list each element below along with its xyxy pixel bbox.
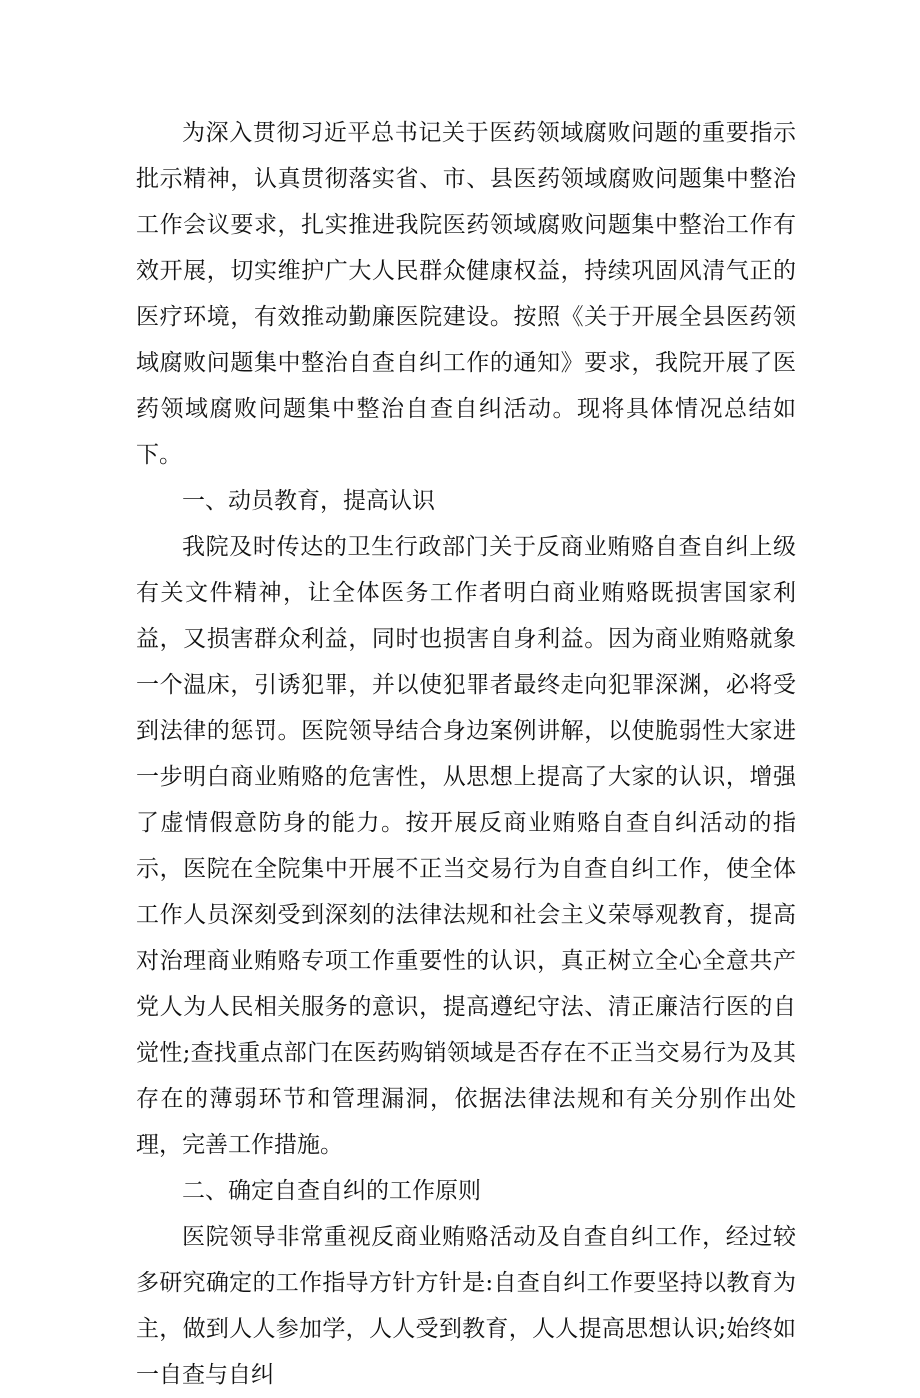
section-2-paragraph: 医院领导非常重视反商业贿赂活动及自查自纠工作，经过较多研究确定的工作指导方针方针是:自查自纠工作要坚持以教育为主，做到人人参加学，人人受到教育，人人提高思想认识;始终如一自查与自纠 [136,1224,796,1388]
section-heading-2: 二、确定自查自纠的工作原则 [182,1178,481,1204]
section-heading-1: 一、动员教育，提高认识 [182,488,435,514]
section-1-paragraph: 我院及时传达的卫生行政部门关于反商业贿赂自查自纠上级有关文件精神，让全体医务工作者明白商业贿赂既损害国家利益，又损害群众利益，同时也损害自身利益。因为商业贿赂就象一个温床，引诱犯罪，并以使犯罪者最终走向犯罪深渊，必将受到法律的惩罚。医院领导结合身边案例讲解，以使脆弱性大家进一步明白商业贿赂的危害性，从思想上提高了大家的认识，增强了虚情假意防身的能力。按开展反商业贿赂自查自纠活动的指示，医院在全院集中开展不正当交易行为自查自纠工作，使全体工作人员深刻受到深刻的法律法规和社会主义荣辱观教育，提高对治理商业贿赂专项工作重要性的认识，真正树立全心全意共产党人为人民相关服务的意识，提高遵纪守法、清正廉洁行医的自觉性;查找重点部门在医药购销领域是否存在不正当交易行为及其存在的薄弱环节和管理漏洞，依据法律法规和有关分别作出处理，完善工作措施。 [136,534,796,1158]
intro-paragraph: 为深入贯彻习近平总书记关于医药领域腐败问题的重要指示批示精神，认真贯彻落实省、市、县医药领域腐败问题集中整治工作会议要求，扎实推进我院医药领域腐败问题集中整治工作有效开展，切实维护广大人民群众健康权益，持续巩固风清气正的医疗环境，有效推动勤廉医院建设。按照《关于开展全县医药领域腐败问题集中整治自查自纠工作的通知》要求，我院开展了医药领域腐败问题集中整治自查自纠活动。现将具体情况总结如下。 [136,120,796,468]
document-body [136,110,796,1398]
